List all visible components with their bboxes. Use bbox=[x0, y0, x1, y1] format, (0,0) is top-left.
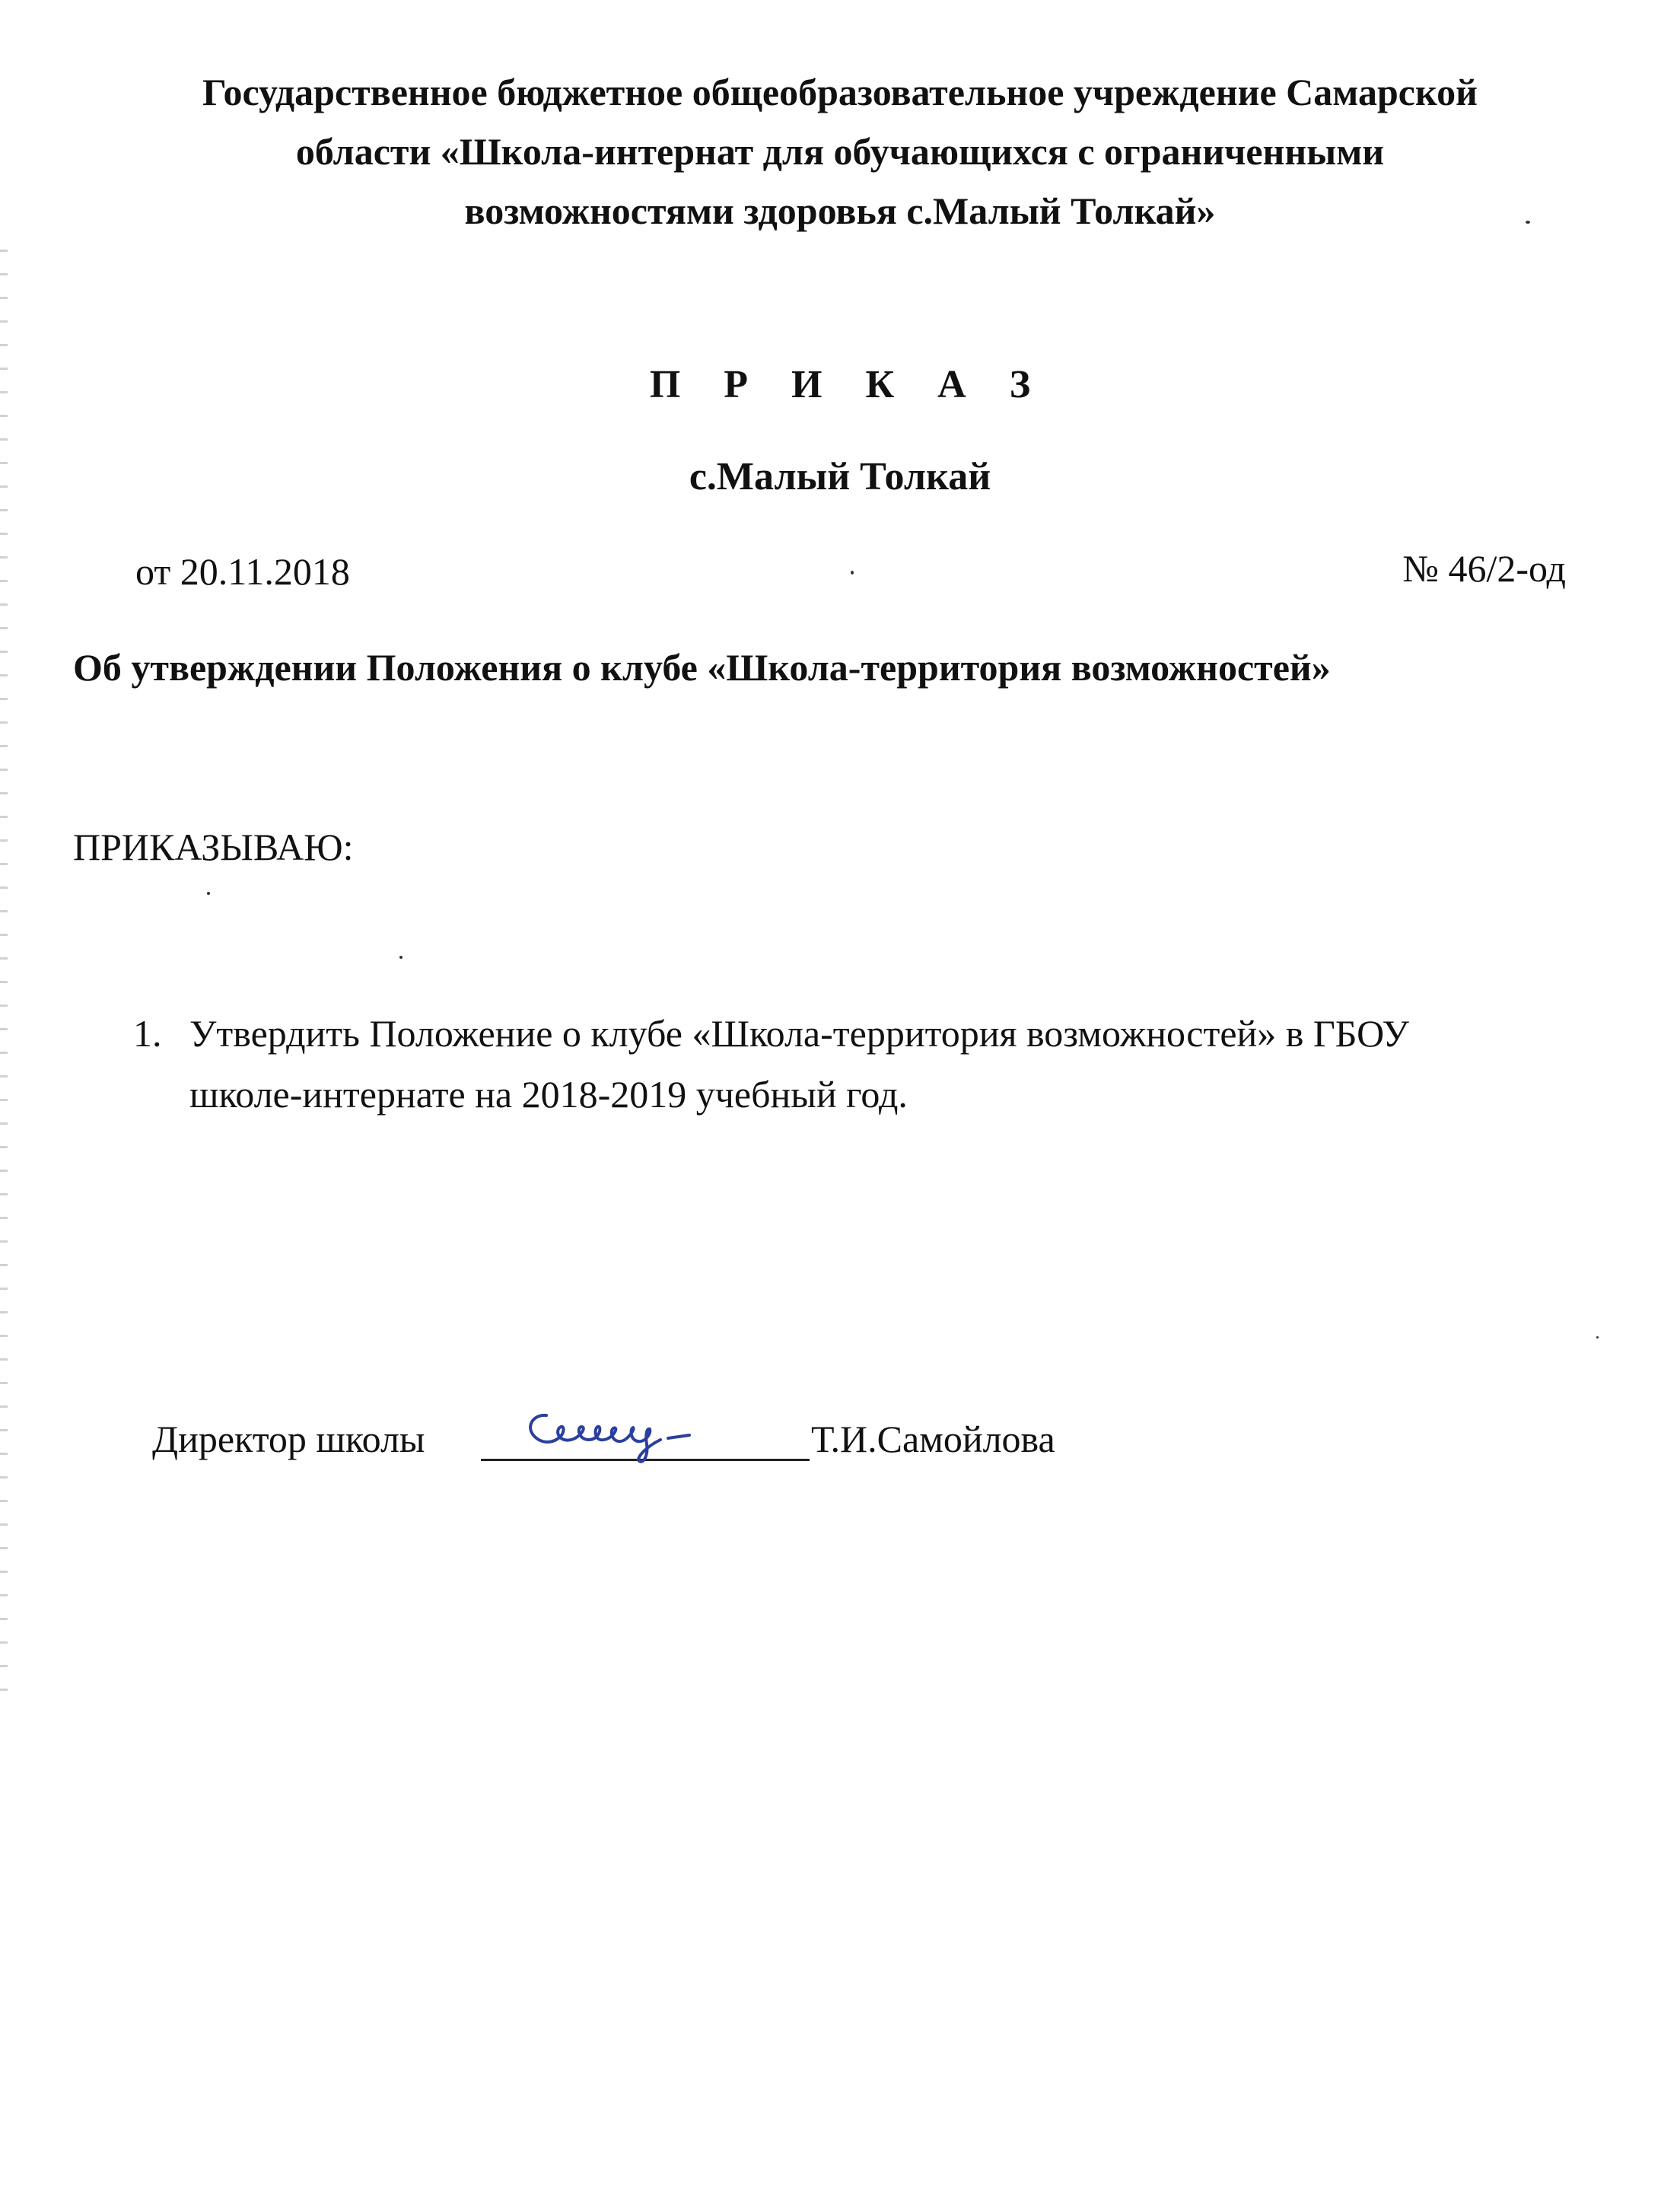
order-date: от 20.11.2018 bbox=[135, 550, 350, 593]
scan-speck bbox=[1596, 1336, 1599, 1339]
header-line-2: области «Школа-интернат для обучающихся с ограниченными bbox=[295, 130, 1385, 173]
document-title: П Р И К А З bbox=[649, 363, 1048, 406]
scan-speck bbox=[851, 571, 854, 575]
list-item-number: 1. bbox=[133, 1012, 162, 1055]
handwritten-signature bbox=[516, 1385, 759, 1469]
header-line-1: Государственное бюджетное общеобразовательное учреждение Самарской bbox=[202, 71, 1478, 113]
header-line-3: возможностями здоровья с.Малый Толкай» bbox=[464, 189, 1216, 232]
scan-speck bbox=[207, 892, 210, 895]
list-item-line-1: Утвердить Положение о клубе «Школа-территория возможностей» в ГБОУ bbox=[189, 1012, 1409, 1055]
signatory-title: Директор школы bbox=[152, 1418, 425, 1460]
organization-header bbox=[0, 62, 1680, 240]
order-subject: Об утверждении Положения о клубе «Школа-территория возможностей» bbox=[73, 646, 1331, 689]
list-item-text bbox=[189, 1003, 1635, 1125]
signatory-name: Т.И.Самойлова bbox=[811, 1418, 1055, 1460]
scan-edge-artifact bbox=[0, 228, 8, 1712]
scan-speck bbox=[1526, 221, 1530, 224]
order-directive: ПРИКАЗЫВАЮ: bbox=[73, 826, 354, 868]
scan-speck bbox=[399, 956, 402, 959]
order-number: № 46/2-од bbox=[1402, 547, 1566, 590]
document-place: с.Малый Толкай bbox=[689, 455, 991, 498]
list-item-line-2: школе-интернате на 2018-2019 учебный год. bbox=[189, 1073, 908, 1116]
